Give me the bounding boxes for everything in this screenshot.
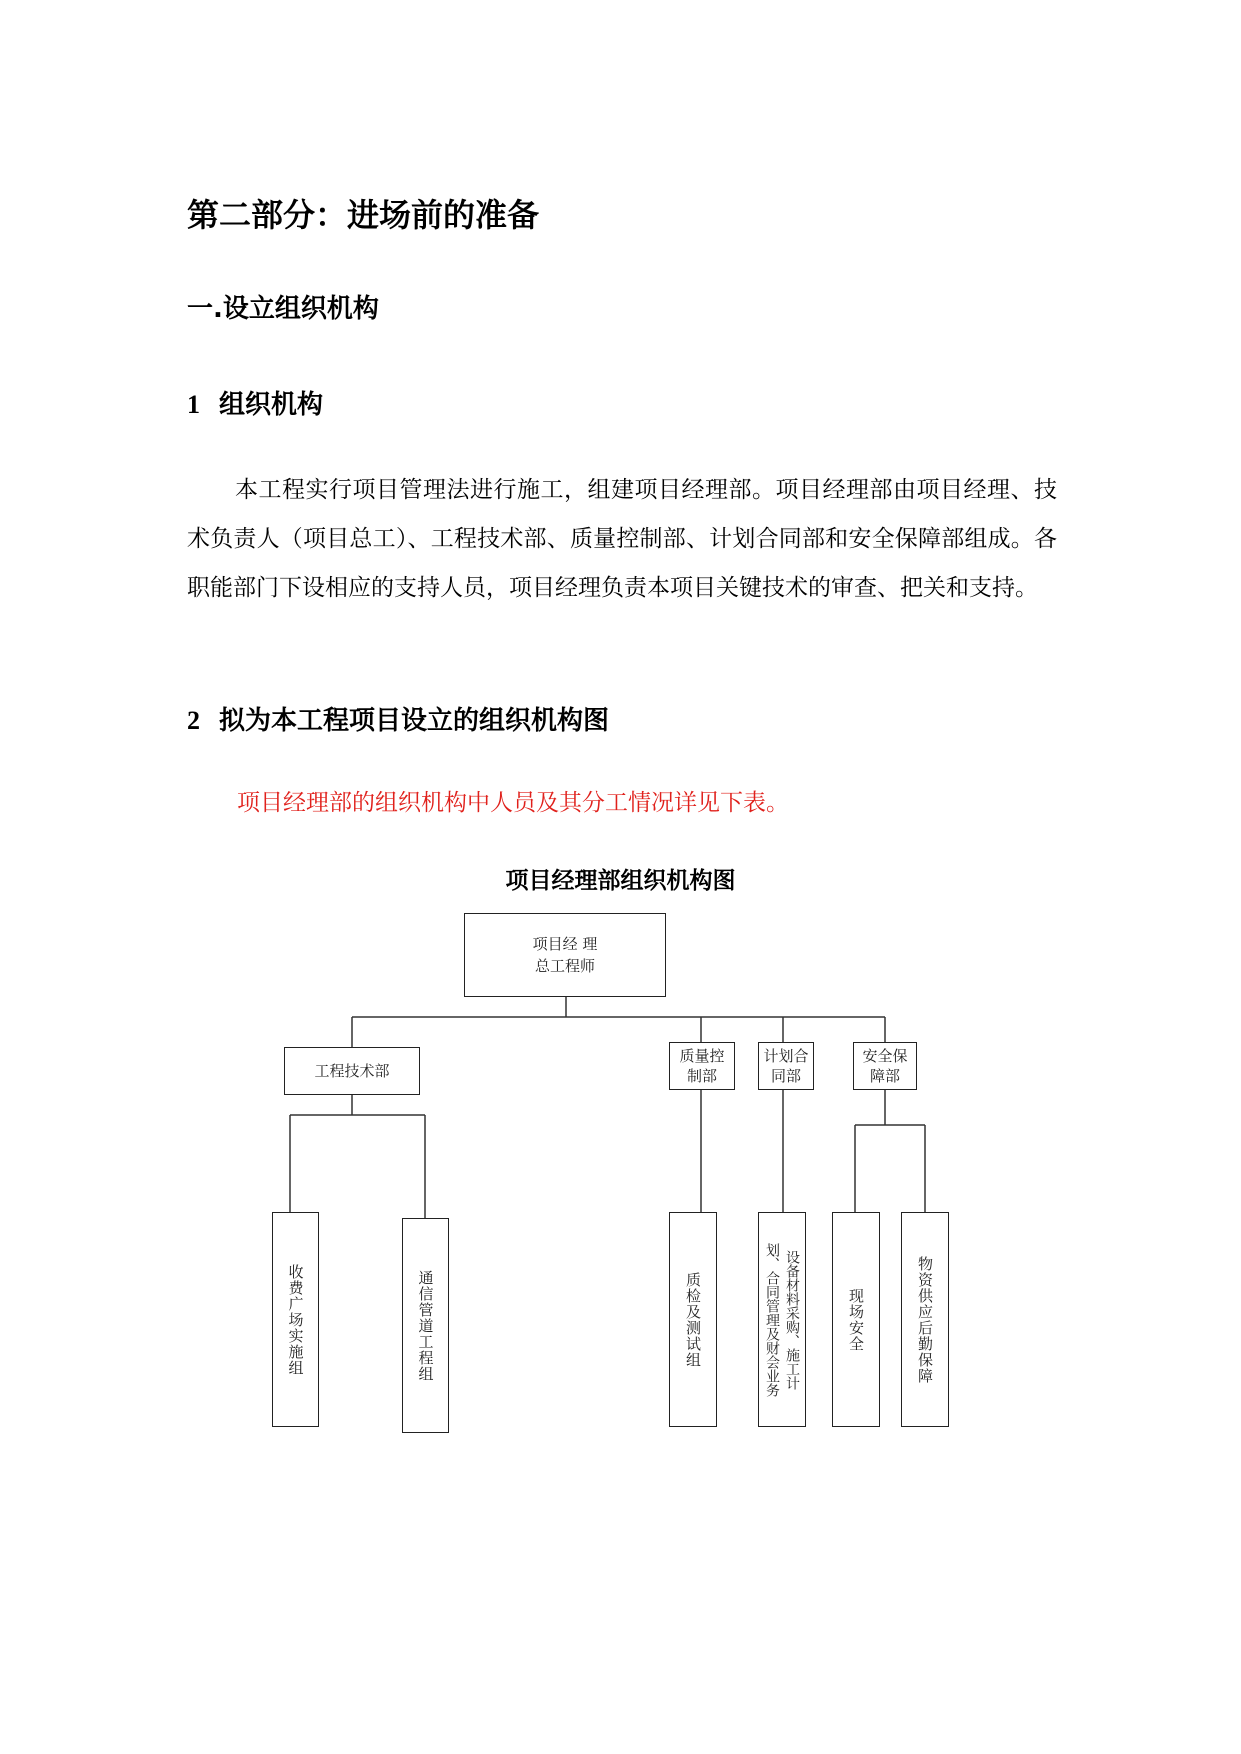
subheading-title: 拟为本工程项目设立的组织机构图	[219, 706, 610, 736]
node-line: 安全保	[862, 1047, 908, 1065]
red-note: 项目经理部的组织机构中人员及其分工情况详见下表。	[237, 790, 789, 816]
node-site-safety-group	[832, 1212, 880, 1427]
node-label: 物资供应后勤保障	[916, 1255, 934, 1384]
part-heading: 第二部分：进场前的准备	[187, 196, 540, 234]
node-safety-dept	[853, 1042, 917, 1090]
subheading-number: 1	[187, 390, 200, 419]
node-toll-plaza-group	[272, 1212, 319, 1427]
node-project-manager	[464, 913, 666, 997]
node-procurement-group	[758, 1212, 806, 1427]
node-label: 收费广场实施组	[286, 1263, 305, 1376]
node-planning-dept	[758, 1042, 814, 1090]
node-line: 同部	[770, 1067, 801, 1085]
node-line: 质量控	[679, 1047, 725, 1065]
node-label: 通信管道工程组	[416, 1269, 435, 1382]
subheading-title: 组织机构	[219, 390, 324, 420]
node-line: 计划合	[763, 1047, 809, 1065]
node-label: 现场安全	[847, 1287, 865, 1352]
node-label: 划、合同管理及财会业务	[764, 1242, 780, 1397]
org-chart-title: 项目经理部组织机构图	[505, 868, 736, 894]
node-comm-pipeline-group	[402, 1218, 449, 1433]
node-quality-test-group	[669, 1212, 717, 1427]
node-line: 制部	[686, 1067, 717, 1085]
node-line: 总工程师	[534, 957, 595, 975]
node-label: 工程技术部	[314, 1062, 390, 1080]
section-heading: 一.设立组织机构	[187, 294, 379, 324]
body-paragraph: 本工程实行项目管理法进行施工，组建项目经理部。项目经理部由项目经理、技术负责人（项目总工）、工程技术部、质量控制部、计划合同部和安全保障部组成。各职能部门下设相应的支持人员，项目经理负责本项目关键技术的审查、把关和支持。	[187, 477, 1057, 601]
node-quality-dept	[669, 1042, 735, 1090]
node-label: 质检及测试组	[684, 1271, 702, 1368]
subheading-number: 2	[187, 706, 200, 735]
node-engineering-dept	[284, 1047, 420, 1095]
node-line: 障部	[869, 1067, 900, 1085]
node-logistics-group	[901, 1212, 949, 1427]
node-label: 设备材料采购、施工计	[784, 1249, 800, 1390]
node-line: 项目经 理	[532, 935, 598, 953]
